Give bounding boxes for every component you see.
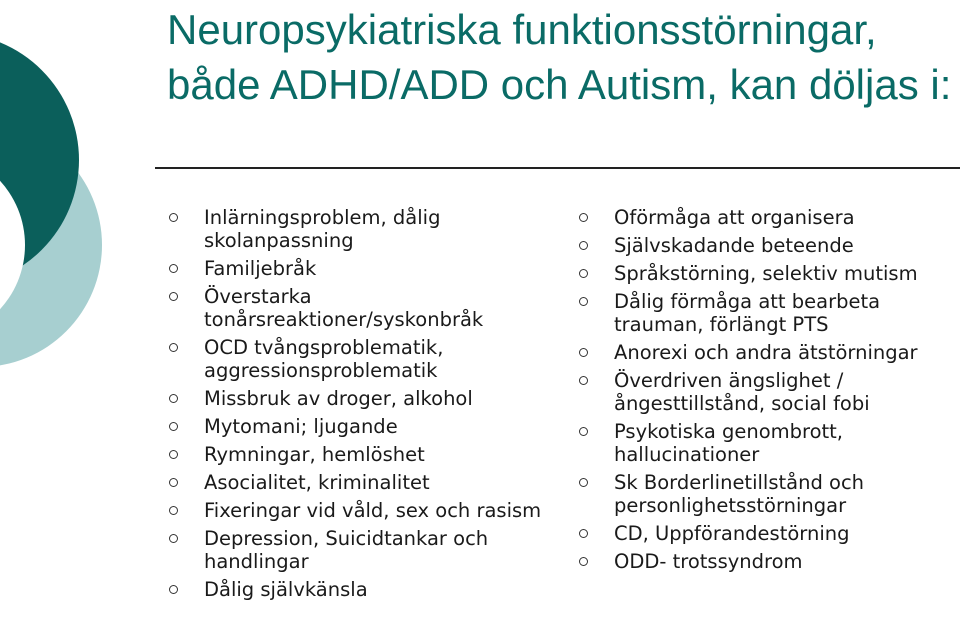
list-item-text: Sk Borderlinetillstånd och personlighetsstörningar <box>614 471 865 517</box>
list-item-text: Självskadande beteende <box>614 234 854 257</box>
list-item <box>168 471 548 494</box>
list-item <box>168 285 548 331</box>
list-item-text: Familjebråk <box>204 257 317 280</box>
list-item <box>578 290 960 336</box>
list-item <box>168 387 548 410</box>
list-item-text: Dålig förmåga att bearbeta trauman, förlängt PTS <box>614 290 881 336</box>
list-item <box>168 499 548 522</box>
bullet-circle-icon <box>169 478 178 487</box>
list-item <box>578 369 960 415</box>
list-item <box>578 420 960 466</box>
bullet-circle-icon <box>579 529 588 538</box>
list-item-text: Psykotiska genombrott, hallucinationer <box>614 420 844 466</box>
bullet-circle-icon <box>169 213 178 222</box>
list-item <box>168 257 548 280</box>
slide-title: Neuropsykiatriska funktionsstörningar, både ADHD/ADD och Autism, kan döljas i: <box>167 6 952 108</box>
list-item-text: OCD tvångsproblematik, aggressionsproblematik <box>204 336 444 382</box>
list-item <box>168 443 548 466</box>
decorative-circles <box>0 0 110 400</box>
list-item <box>578 471 960 517</box>
list-item <box>578 550 960 573</box>
list-item-text: Depression, Suicidtankar och handlingar <box>204 527 489 573</box>
list-item-text: Rymningar, hemlöshet <box>204 443 425 466</box>
bullet-circle-icon <box>579 478 588 487</box>
bullet-circle-icon <box>169 585 178 594</box>
bullet-circle-icon <box>579 213 588 222</box>
bullet-circle-icon <box>169 264 178 273</box>
bullet-circle-icon <box>169 394 178 403</box>
list-item-text: ODD- trotssyndrom <box>614 550 803 573</box>
list-item <box>168 415 548 438</box>
list-item-text: Dålig självkänsla <box>204 578 368 601</box>
list-item-text: Oförmåga att organisera <box>614 206 855 229</box>
list-item-text: Missbruk av droger, alkohol <box>204 387 473 410</box>
list-item-text: Mytomani; ljugande <box>204 415 398 438</box>
bullet-circle-icon <box>169 343 178 352</box>
bullet-circle-icon <box>579 241 588 250</box>
list-item <box>578 262 960 285</box>
list-item-text: Anorexi och andra ätstörningar <box>614 341 918 364</box>
bullet-circle-icon <box>579 557 588 566</box>
bullet-circle-icon <box>169 450 178 459</box>
bullet-circle-icon <box>579 297 588 306</box>
list-item-text: Språkstörning, selektiv mutism <box>614 262 918 285</box>
list-item-text: CD, Uppförandestörning <box>614 522 850 545</box>
bullet-circle-icon <box>169 506 178 515</box>
list-item-text: Fixeringar vid våld, sex och rasism <box>204 499 542 522</box>
list-item <box>578 206 960 229</box>
left-bullet-list <box>168 206 548 606</box>
list-item-text: Asocialitet, kriminalitet <box>204 471 430 494</box>
list-item-text: Överdriven ängslighet /ångesttillstånd, social fobi <box>614 369 870 415</box>
bullet-circle-icon <box>169 422 178 431</box>
bullet-circle-icon <box>579 427 588 436</box>
bullet-circle-icon <box>579 376 588 385</box>
list-item-text: Överstarka tonårsreaktioner/syskonbråk <box>204 285 484 331</box>
bullet-circle-icon <box>579 348 588 357</box>
list-item-text: Inlärningsproblem, dålig skolanpassning <box>204 206 441 252</box>
list-item <box>578 341 960 364</box>
bullet-circle-icon <box>169 534 178 543</box>
list-item <box>578 522 960 545</box>
title-divider <box>155 167 960 169</box>
list-item <box>578 234 960 257</box>
list-item <box>168 527 548 573</box>
list-item <box>168 578 548 601</box>
bullet-circle-icon <box>579 269 588 278</box>
right-bullet-list <box>578 206 960 578</box>
list-item <box>168 206 548 252</box>
list-item <box>168 336 548 382</box>
bullet-circle-icon <box>169 292 178 301</box>
